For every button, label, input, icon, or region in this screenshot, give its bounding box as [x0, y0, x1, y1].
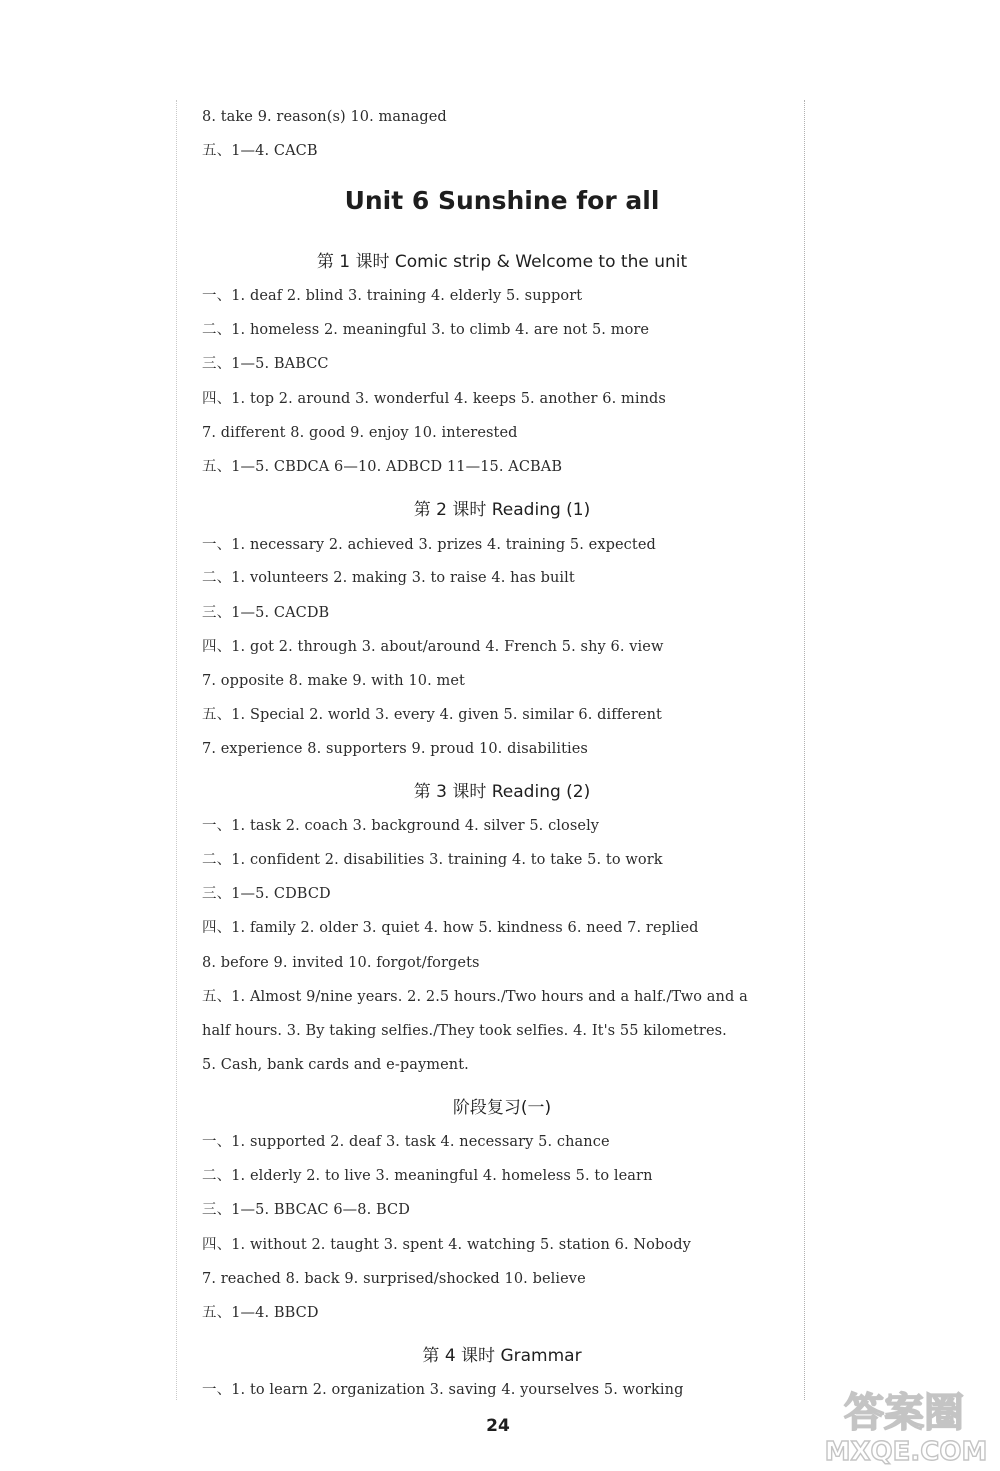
- answer-row: 五、1—4. BBCD: [202, 1305, 319, 1321]
- answer-row: 5. Cash, bank cards and e-payment.: [202, 1057, 469, 1073]
- answer-row: 8. take 9. reason(s) 10. managed: [202, 109, 447, 125]
- answer-row: 7. experience 8. supporters 9. proud 10. disabilities: [202, 741, 588, 757]
- answer-row: 一、1. to learn 2. organization 3. saving 4. yourselves 5. working: [202, 1382, 684, 1398]
- answer-row: 五、1—4. CACB: [202, 143, 318, 159]
- answer-row: 二、1. volunteers 2. making 3. to raise 4. has built: [202, 570, 575, 586]
- answer-row: 7. reached 8. back 9. surprised/shocked 10. believe: [202, 1271, 586, 1287]
- answer-row: 五、1. Almost 9/nine years. 2. 2.5 hours./Two hours and a half./Two and a: [202, 989, 748, 1005]
- answer-row: 8. before 9. invited 10. forgot/forgets: [202, 955, 480, 971]
- answer-row: 7. opposite 8. make 9. with 10. met: [202, 673, 465, 689]
- answer-row: 三、1—5. BABCC: [202, 356, 329, 372]
- watermark-logo-icon: [808, 1380, 988, 1466]
- answer-row: 二、1. homeless 2. meaningful 3. to climb 4. are not 5. more: [202, 322, 650, 338]
- answer-row: half hours. 3. By taking selfies./They took selfies. 4. It's 55 kilometres.: [202, 1023, 727, 1039]
- answer-row: 一、1. deaf 2. blind 3. training 4. elderly 5. support: [202, 288, 583, 304]
- answer-row: 四、1. top 2. around 3. wonderful 4. keeps 5. another 6. minds: [202, 391, 666, 407]
- section-title: 第 3 课时 Reading (2): [413, 782, 591, 802]
- page-number: 24: [486, 1416, 510, 1436]
- answer-row: 三、1—5. CACDB: [202, 605, 330, 621]
- answer-row: 四、1. without 2. taught 3. spent 4. watching 5. station 6. Nobody: [202, 1237, 691, 1253]
- answer-row: 三、1—5. CDBCD: [202, 886, 331, 902]
- answer-row: 四、1. family 2. older 3. quiet 4. how 5. kindness 6. need 7. replied: [202, 920, 699, 936]
- section-title: 第 2 课时 Reading (1): [413, 500, 591, 520]
- answer-row: 7. different 8. good 9. enjoy 10. interested: [202, 425, 518, 441]
- answer-row: 一、1. supported 2. deaf 3. task 4. necessary 5. chance: [202, 1134, 610, 1150]
- section-title: 阶段复习(一): [452, 1098, 552, 1118]
- watermark-url-text: MXQE.COM: [824, 1437, 988, 1466]
- answer-row: 一、1. necessary 2. achieved 3. prizes 4. training 5. expected: [202, 537, 656, 553]
- answer-row: 一、1. task 2. coach 3. background 4. silver 5. closely: [202, 818, 600, 834]
- left-margin-line: [176, 100, 177, 1400]
- watermark-logo-text: 答案圈: [844, 1390, 964, 1436]
- answer-row: 三、1—5. BBCAC 6—8. BCD: [202, 1202, 410, 1218]
- section-title: 第 4 课时 Grammar: [422, 1346, 582, 1366]
- answer-row: 五、1. Special 2. world 3. every 4. given 5. similar 6. different: [202, 707, 662, 723]
- unit-title: Unit 6 Sunshine for all: [344, 186, 660, 215]
- right-margin-line: [804, 100, 805, 1400]
- answer-row: 二、1. elderly 2. to live 3. meaningful 4. homeless 5. to learn: [202, 1168, 653, 1184]
- watermark-logo: [808, 1380, 988, 1466]
- answer-row: 五、1—5. CBDCA 6—10. ADBCD 11—15. ACBAB: [202, 459, 563, 475]
- answer-row: 二、1. confident 2. disabilities 3. training 4. to take 5. to work: [202, 852, 663, 868]
- answer-row: 四、1. got 2. through 3. about/around 4. French 5. shy 6. view: [202, 639, 664, 655]
- section-title: 第 1 课时 Comic strip & Welcome to the unit: [316, 252, 688, 272]
